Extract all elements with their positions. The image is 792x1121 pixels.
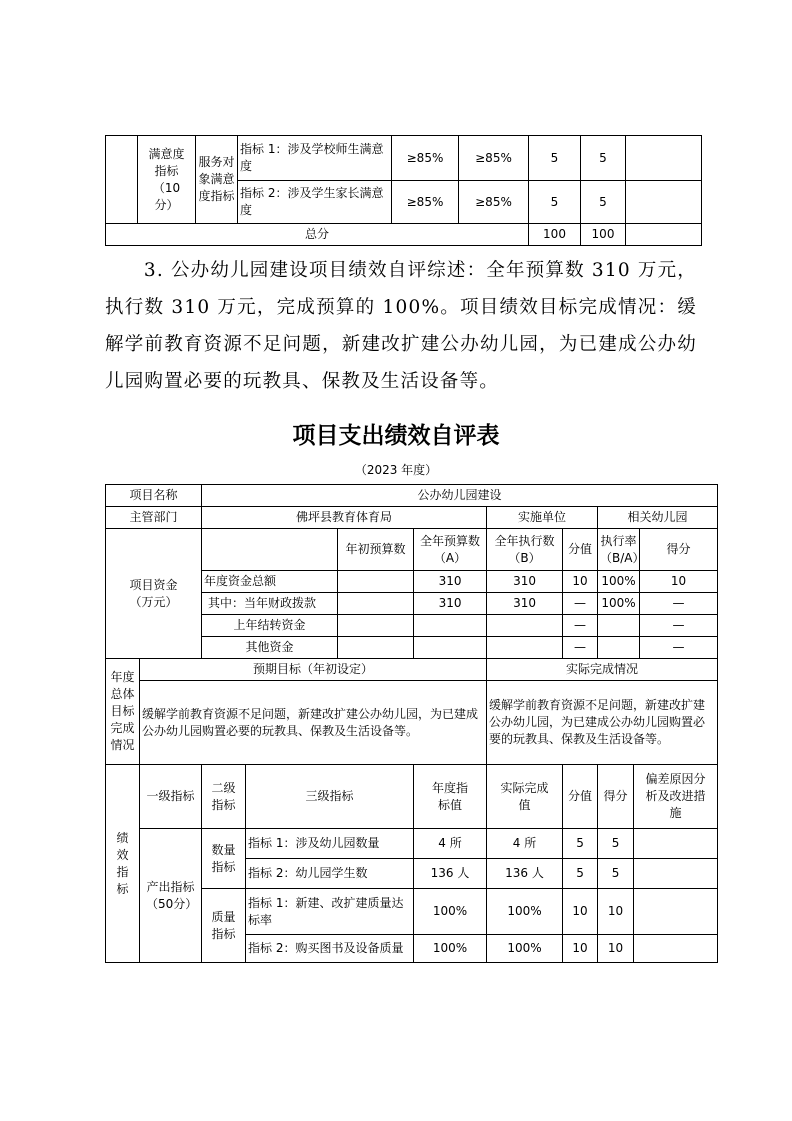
- fund-header-row: 项目资金（万元） 年初预算数 全年预算数（A） 全年执行数（B） 分值 执行率（B/A） 得分: [106, 529, 718, 571]
- table-row: [106, 507, 718, 529]
- top-table: [105, 135, 702, 246]
- table-row: 指标 2：涉及学生家长满意度 ≥85% ≥85% 5 5: [106, 181, 702, 224]
- table-row: 其他资金 — —: [106, 637, 718, 659]
- quality-label: 质量指标: [202, 889, 246, 963]
- goal-header-row: 年度总体目标完成情况 预期目标（年初设定） 实际完成情况: [106, 659, 718, 681]
- project-name-label: 项目名称: [106, 485, 202, 507]
- goal-label: 年度总体目标完成情况: [106, 659, 140, 765]
- table-row: 其中：当年财政拨款 310 310 — 100% —: [106, 593, 718, 615]
- service-label: 服务对象满意度指标: [196, 136, 238, 224]
- table-row: 年度资金总额 310 310 10 100% 10: [106, 571, 718, 593]
- goal-actual-text: 缓解学前教育资源不足问题，新建改扩建公办幼儿园，为已建成公办幼儿园购置必要的玩教具、保教及生活设备等。: [487, 681, 718, 765]
- table-row: 指标 2：幼儿园学生数 136 人 136 人 5 5: [106, 859, 718, 889]
- goal-expected-text: 缓解学前教育资源不足问题，新建改扩建公办幼儿园，为已建成公办幼儿园购置必要的玩教具、保教及生活设备等。: [140, 681, 487, 765]
- project-name-value: 公办幼儿园建设: [202, 485, 718, 507]
- total-value: 100: [529, 224, 581, 246]
- table-row: 指标 2：购买图书及设备质量 100% 100% 10 10: [106, 935, 718, 963]
- indicator-name: 指标 1：涉及学校师生满意度: [238, 136, 392, 181]
- page-title: 项目支出绩效自评表: [292, 423, 500, 449]
- table-row: 产出指标（50分） 数量指标 指标 1：涉及幼儿园数量 4 所 4 所 5 5: [106, 829, 718, 859]
- total-label: 总分: [106, 224, 529, 246]
- dept-value: 佛坪县教育体育局: [202, 507, 487, 529]
- goal-row: [106, 681, 718, 765]
- total-score: 100: [581, 224, 626, 246]
- summary-paragraph: 3. 公办幼儿园建设项目绩效自评综述：全年预算数 310 万元，执行数 310 万元，完成预算的 100%。项目绩效目标完成情况：缓解学前教育资源不足问题，新建改扩建公办幼儿园，为已建成公办幼儿园购置必要的玩教具、保教及生活设备等。: [105, 260, 697, 392]
- total-row: [106, 224, 702, 246]
- perf-header-row: 绩效指标 一级指标 二级指标 三级指标 年度指标值 实际完成值 分值 得分 偏差原因分析及改进措施: [106, 765, 718, 829]
- table-row: [106, 485, 718, 507]
- dept-label: 主管部门: [106, 507, 202, 529]
- perf-label: 绩效指标: [106, 765, 140, 963]
- table-row: 上年结转资金 — —: [106, 615, 718, 637]
- indicator-name: 指标 2：涉及学生家长满意度: [238, 181, 392, 224]
- impl-label: 实施单位: [487, 507, 598, 529]
- qty-label: 数量指标: [202, 829, 246, 889]
- impl-value: 相关幼儿园: [598, 507, 718, 529]
- output-label: 产出指标（50分）: [140, 829, 202, 963]
- evaluation-table: [105, 484, 718, 963]
- fund-label: 项目资金（万元）: [106, 529, 202, 659]
- satisfaction-label: 满意度指标（10分）: [138, 136, 196, 224]
- table-row: 满意度指标（10分） 服务对象满意度指标 指标 1：涉及学校师生满意度 ≥85% ≥85% 5 5: [106, 136, 702, 181]
- year-label: （2023 年度）: [354, 463, 438, 477]
- table-row: 质量指标 指标 1：新建、改扩建质量达标率 100% 100% 10 10: [106, 889, 718, 935]
